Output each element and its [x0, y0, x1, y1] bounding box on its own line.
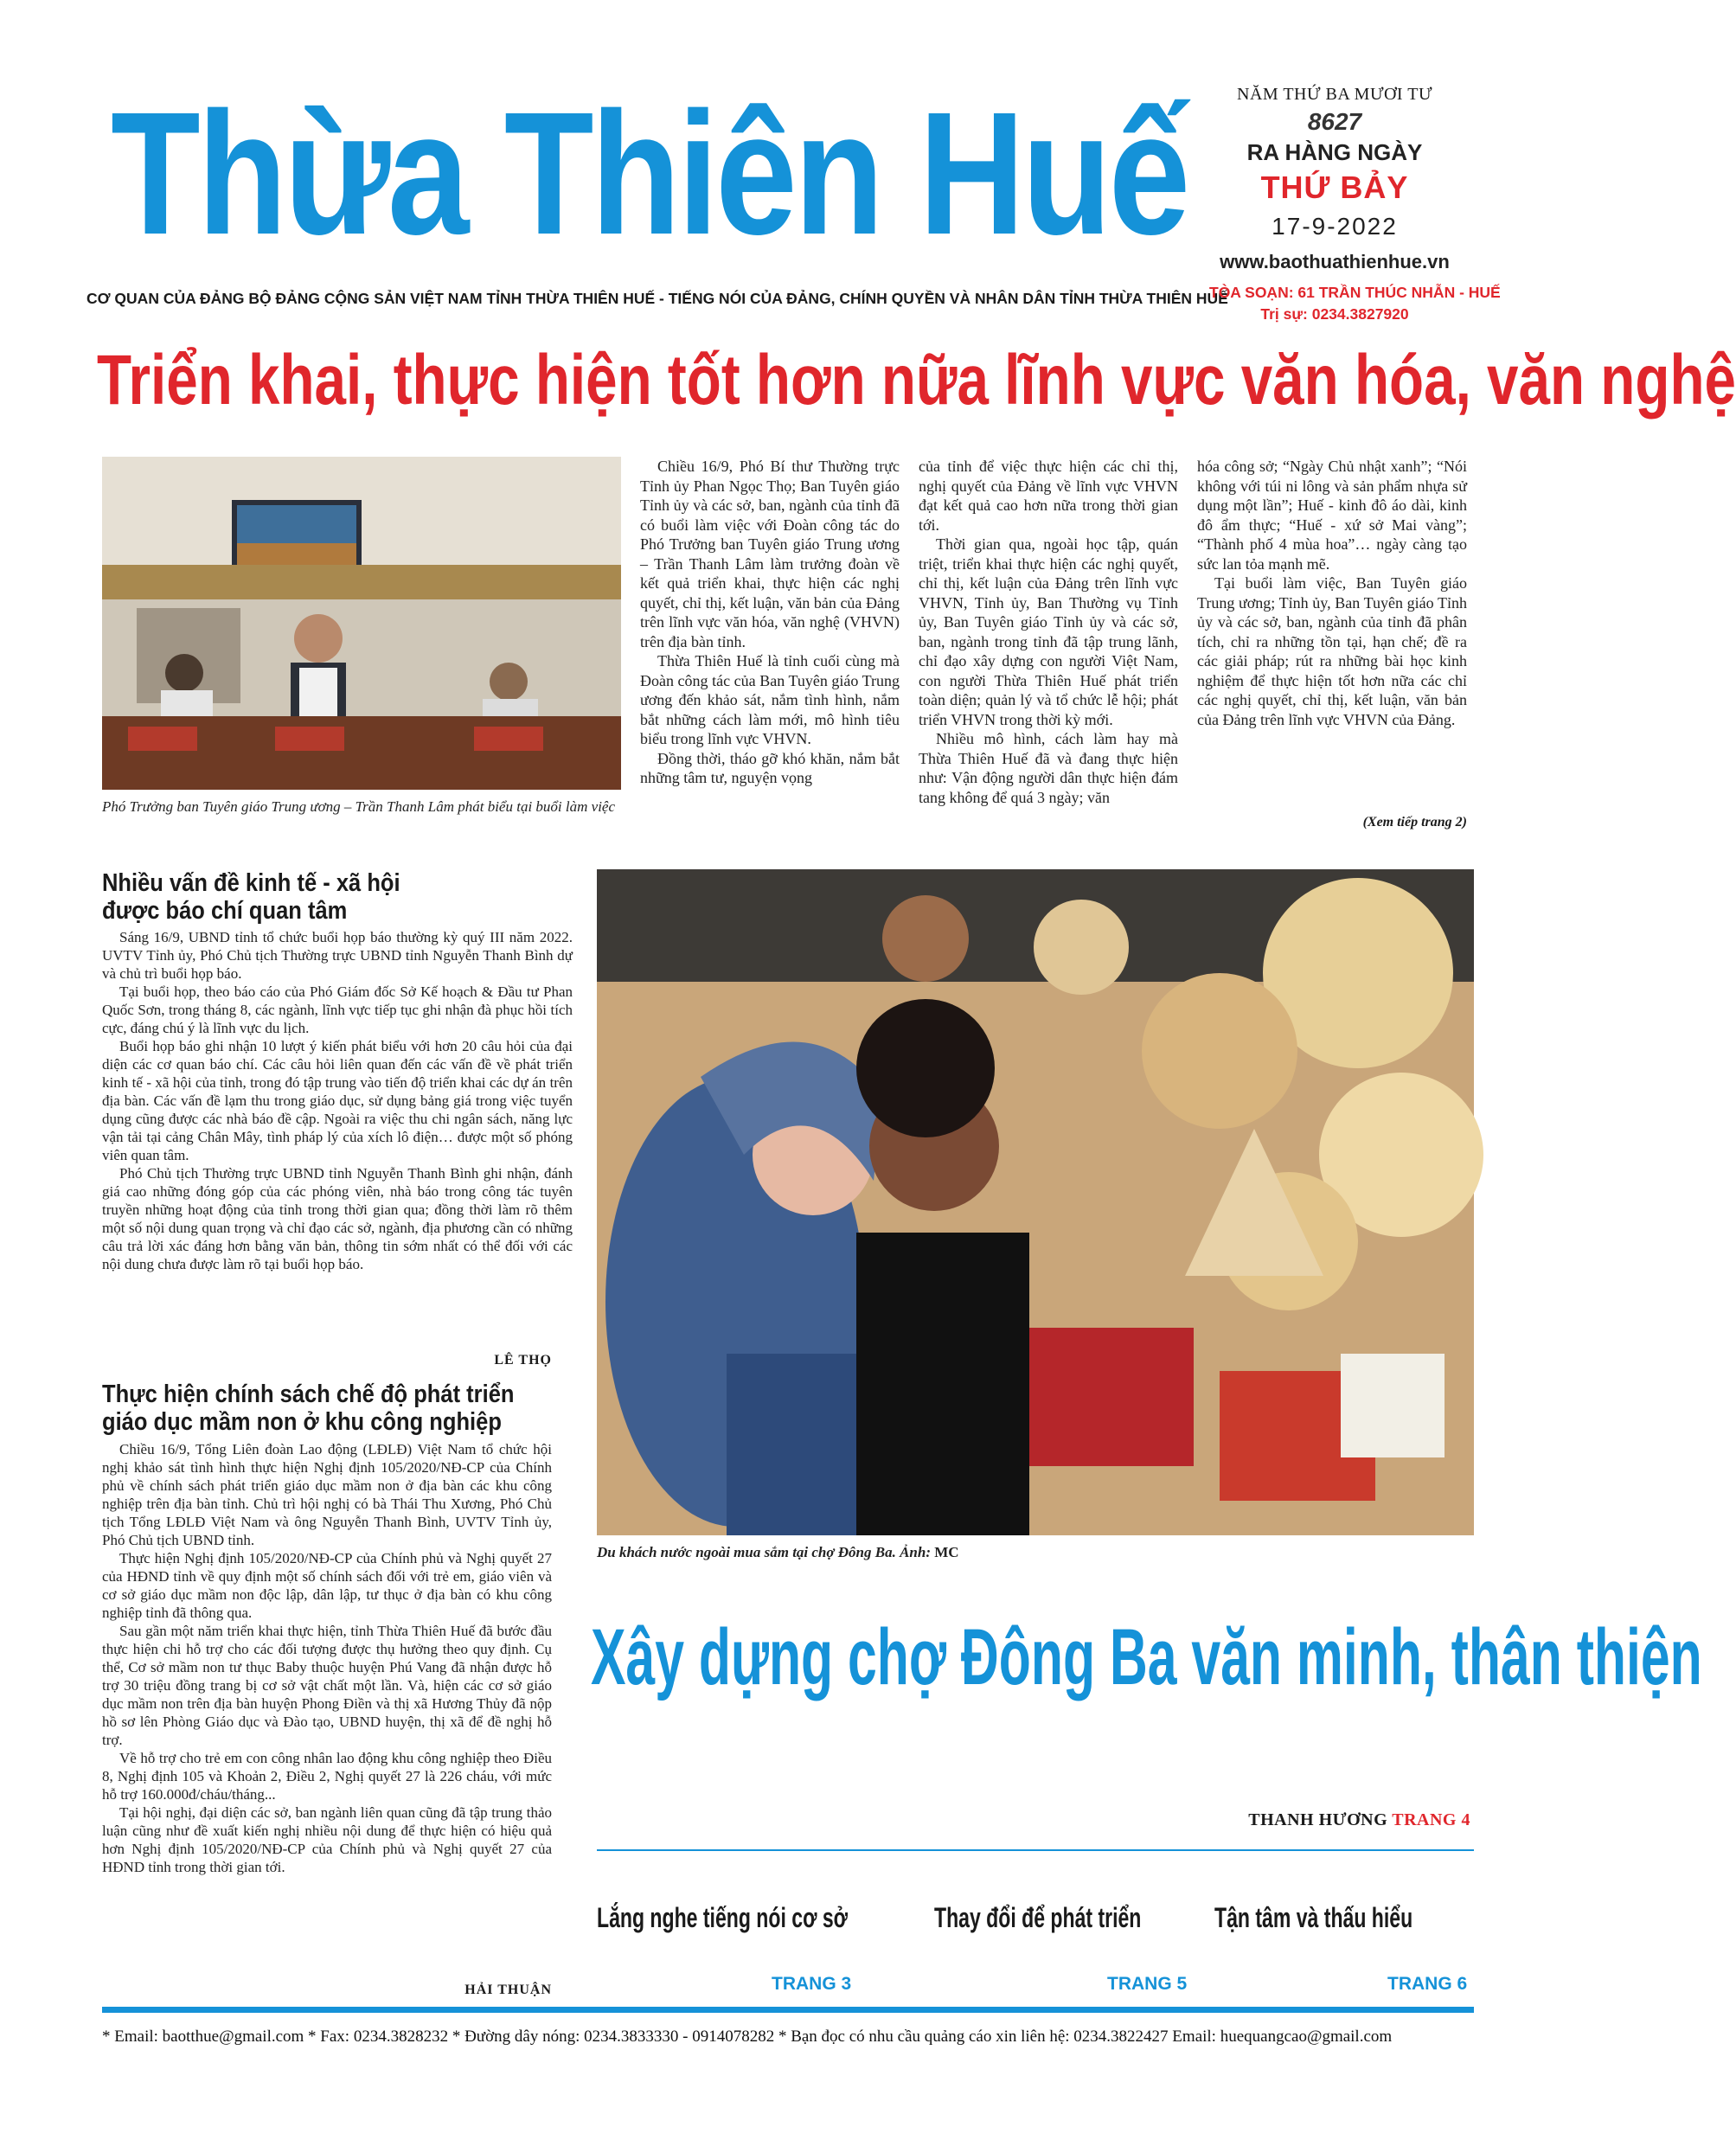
meeting-photo-caption: Phó Trưởng ban Tuyên giáo Trung ương – Trần Thanh Lâm phát biểu tại buổi làm việc: [102, 798, 616, 815]
section-divider: [597, 1849, 1474, 1851]
market-caption-text: Du khách nước ngoài mua sắm tại chợ Đông Ba. Ảnh:: [597, 1544, 931, 1560]
market-illustration: [597, 869, 1474, 1535]
paragraph: Sáng 16/9, UBND tỉnh tổ chức buổi họp báo thường kỳ quý III năm 2022. UVTV Tỉnh ủy, Phó Chủ tịch Thường trực UBND tỉnh Nguyễn Thanh Bình dự và chủ trì buổi họp báo.: [102, 929, 573, 982]
paragraph: Chiều 16/9, Phó Bí thư Thường trực Tỉnh ủy Phan Ngọc Thọ; Ban Tuyên giáo Tỉnh ủy và các sở, ban, ngành của tỉnh đã có buổi làm việc với Đoàn công tác do Phó Trưởng ban Tuyên giáo Trung ương – Trần Thanh Lâm làm trưởng đoàn về kết quả triển khai, thực hiện các nghị quyết, chỉ thị, kết luận, văn bản của Đảng trên lĩnh vực văn hóa, văn nghệ (VHVN) trên địa bàn tỉnh.: [640, 458, 900, 650]
meeting-photo: [102, 457, 621, 790]
website-link[interactable]: www.baothuathienhue.vn: [1220, 251, 1450, 272]
market-caption-credit: MC: [934, 1544, 959, 1560]
paragraph: Thời gian qua, ngoài học tập, quán triệt, triển khai thực hiện các nghị quyết, chỉ thị, kết luận của Đảng trên lĩnh vực VHVN, Tỉnh ủy, Ban Thường vụ Tỉnh ủy, Ban Tuyên giáo Tỉnh ủy và các sở, ban, ngành trong tỉnh đã tập trung lãnh, chỉ đạo xây dựng con người Việt Nam, con người Thừa Thiên Huế phát triển toàn diện; quản lý và tổ chức lễ hội; phát triển VHVN trong thời kỳ mới.: [919, 535, 1178, 728]
office-phone: Trị sự: 0234.3827920: [1260, 305, 1409, 323]
footer-contact: * Email: baotthue@gmail.com * Fax: 0234.3828232 * Đường dây nóng: 0234.3833330 - 0914078282 * Bạn đọc có nhu cầu quảng cáo xin liên hệ: 0234.3822427 Email: huequangcao@gmail.com: [102, 2027, 1393, 2046]
lead-headline: Triển khai, thực hiện tốt hơn nữa lĩnh vực văn hóa, văn nghệ: [97, 341, 1736, 420]
frequency: RA HÀNG NGÀY: [1246, 139, 1423, 165]
lead-column-1: [640, 457, 900, 788]
paragraph: Tại buổi họp, theo báo cáo của Phó Giám đốc Sở Kế hoạch & Đầu tư Phan Quốc Sơn, trong tháng 8, các ngành, lĩnh vực tiếp tục ghi nhận đà phục hồi tích cực, đáng chú ý là lĩnh vực du lịch.: [102, 983, 573, 1036]
meeting-illustration: [102, 457, 621, 790]
office-address: TÒA SOẠN: 61 TRẦN THÚC NHẪN - HUẾ: [1209, 284, 1501, 301]
promo-title-3[interactable]: Tận tâm và thấu hiểu: [1214, 1902, 1413, 1933]
paragraph: hóa công sở; “Ngày Chủ nhật xanh”; “Nói không với túi ni lông và sản phẩm nhựa sử dụng một lần”; Huế - kinh đô áo dài, kinh đô ẩm thực; “Huế - xứ sở Mai vàng”; “Thành phố 4 mùa hoa”… ngày càng tạo sức lan tỏa mạnh mẽ.: [1197, 458, 1467, 573]
market-page-ref[interactable]: TRANG 4: [1392, 1810, 1470, 1829]
promo-title-1[interactable]: Lắng nghe tiếng nói cơ sở: [597, 1902, 849, 1933]
press-headline-line2: được báo chí quan tâm: [102, 897, 348, 925]
paragraph: Đồng thời, tháo gỡ khó khăn, nắm bắt những tâm tư, nguyện vọng: [640, 749, 900, 786]
promo-page-1[interactable]: TRANG 3: [772, 1974, 852, 1994]
market-photo-caption: [597, 1543, 1474, 1562]
market-headline: Xây dựng chợ Đông Ba văn minh, thân thiện: [591, 1613, 1702, 1701]
press-byline: LÊ THỌ: [494, 1353, 552, 1368]
paragraph: Tại hội nghị, đại diện các sở, ban ngành liên quan cũng đã tập trung thảo luận cũng như đề xuất kiến nghị nhiều nội dung để thực hiện có hiệu quả hơn Nghị định 105/2020/NĐ-CP của Chính phủ và Nghị quyết 27 của HĐND tỉnh trong thời gian tới.: [102, 1804, 552, 1875]
market-photo: [597, 869, 1474, 1535]
masthead-title: Thừa Thiên Huế: [111, 75, 1188, 271]
press-headline: [102, 869, 559, 925]
press-headline-line1: Nhiều vấn đề kinh tế - xã hội: [102, 869, 400, 897]
paragraph: Chiều 16/9, Tổng Liên đoàn Lao động (LĐLĐ) Việt Nam tổ chức hội nghị khảo sát tình hình thực hiện Nghị định 105/2020/NĐ-CP của Chính phủ về chính sách phát triển giáo dục mầm non ở địa bàn các khu công nghiệp trên địa bàn tỉnh. Chủ trì hội nghị có bà Thái Thu Xương, Phó Chủ tịch Tổng LĐLĐ Việt Nam và ông Nguyễn Thanh Bình, UVTV Tỉnh ủy, Phó Chủ tịch UBND tỉnh.: [102, 1441, 552, 1548]
weekday: THỨ BẢY: [1260, 170, 1409, 205]
continued-note[interactable]: (Xem tiếp trang 2): [1362, 815, 1467, 830]
issue-date: 17-9-2022: [1272, 213, 1398, 240]
paragraph: Tại buổi làm việc, Ban Tuyên giáo Trung ương; Tỉnh ủy, Ban Tuyên giáo Tỉnh ủy và các sở, ban, ngành của tỉnh đã phân tích, chỉ ra những tồn tại, hạn chế; đề ra các giải pháp; rút ra những bài học kinh nghiệm để thực hiện tốt hơn nữa các chỉ các nghị quyết, chỉ thị, kết luận, văn bản của Đảng trên lĩnh vực VHVN của Đảng.: [1197, 574, 1467, 728]
paragraph: Phó Chủ tịch Thường trực UBND tỉnh Nguyễn Thanh Bình ghi nhận, đánh giá cao những đóng góp của các phóng viên, nhà báo trong công tác tuyên truyền những hoạt động của tỉnh trong thời gian qua; đồng thời làm rõ thêm một số nội dung quan trọng và chỉ đạo các sở, ngành, địa phương cần có những câu trả lời xác đáng hơn bằng văn bản, thông tin sớm nhất có thể đối với các nội dung chưa được làm rõ tại buổi họp báo.: [102, 1165, 573, 1272]
promo-page-2[interactable]: TRANG 5: [1107, 1974, 1188, 1994]
market-author: THANH HƯƠNG: [1248, 1810, 1388, 1829]
paragraph: Thừa Thiên Huế là tỉnh cuối cùng mà Đoàn công tác của Ban Tuyên giáo Trung ương đến khảo sát, nắm tình hình, nắm bắt những cách làm mới, mô hình tiêu biểu trong lĩnh vực VHVN.: [640, 652, 900, 747]
tagline: CƠ QUAN CỦA ĐẢNG BỘ ĐẢNG CỘNG SẢN VIỆT NAM TỈNH THỪA THIÊN HUẾ - TIẾNG NÓI CỦA ĐẢNG, CHÍNH QUYỀN VÀ NHÂN DÂN TỈNH THỪA THIÊN HUẾ: [86, 290, 1228, 307]
market-reference: [1021, 1810, 1470, 1830]
preschool-byline: HẢI THUẬN: [464, 1983, 552, 1997]
issue-number: 8627: [1307, 108, 1362, 135]
paragraph: Sau gần một năm triển khai thực hiện, tỉnh Thừa Thiên Huế đã bước đầu thực hiện chi hỗ trợ cho các đối tượng được thụ hưởng theo quy định. Cụ thể, Cơ sở mầm non tư thục Baby thuộc huyện Phú Vang đã nhận được hỗ trợ 30 triệu đồng trang bị cơ sở vật chất một lần. Và, hiện các cơ sở giáo dục mầm non trên địa bàn huyện Phong Điền và thị xã Hương Thủy đã nộp hồ sơ lên Phòng Giáo dục và Đào tạo, UBND huyện, thị xã để đề nghị hỗ trợ.: [102, 1623, 552, 1748]
paragraph: Buổi họp báo ghi nhận 10 lượt ý kiến phát biểu với hơn 20 câu hỏi của đại diện các cơ quan báo chí. Các câu hỏi liên quan đến các vấn đề về phát triển kinh tế - xã hội của tỉnh, trong đó tập trung vào tiến độ triển khai các dự án trên địa bàn. Các vấn đề lạm thu trong giáo dục, sử dụng bảng giá trong việc tuyển dụng cũng được các nhà báo đề cập. Ngoài ra việc thu chi ngân sách, năng lực vận tải tại cảng Chân Mây, tình pháp lý của xích lô điện… được một số phóng viên quan tâm.: [102, 1038, 573, 1163]
press-body: [102, 928, 573, 1273]
preschool-body: [102, 1440, 552, 1876]
paragraph: của tỉnh để việc thực hiện các chỉ thị, nghị quyết của Đảng về lĩnh vực VHVN đạt kết quả cao hơn nữa trong thời gian tới.: [919, 458, 1178, 534]
lead-column-2: [919, 457, 1178, 807]
year-line: NĂM THỨ BA MƯƠI TƯ: [1237, 85, 1432, 104]
promo-page-3[interactable]: TRANG 6: [1387, 1974, 1468, 1994]
paragraph: Thực hiện Nghị định 105/2020/NĐ-CP của Chính phủ và Nghị quyết 27 của HĐND tỉnh về quy định một số chính sách đối với trẻ em, giáo viên và cơ sở giáo dục mầm non độc lập, dân lập, tư thục ở địa bàn có khu công nghiệp tỉnh đã thông qua.: [102, 1550, 552, 1621]
footer-rule: [102, 2007, 1474, 2013]
promo-title-2[interactable]: Thay đổi để phát triển: [934, 1902, 1142, 1933]
paragraph: Nhiều mô hình, cách làm hay mà Thừa Thiên Huế đã và đang thực hiện như: Vận động người dân thực hiện đám tang không để quá 3 ngày; văn: [919, 730, 1178, 806]
lead-column-3: [1197, 457, 1467, 729]
preschool-headline-line1: Thực hiện chính sách chế độ phát triển: [102, 1380, 515, 1408]
preschool-headline: [102, 1380, 559, 1436]
issue-info: [1209, 80, 1460, 273]
paragraph: Về hỗ trợ cho trẻ em con công nhân lao động khu công nghiệp theo Điều 8, Nghị định 105 và Khoản 2, Điều 2, Nghị quyết 27 là 226 cháu, với mức hỗ trợ 160.000đ/cháu/tháng...: [102, 1750, 552, 1803]
office-info: [1209, 284, 1501, 324]
preschool-headline-line2: giáo dục mầm non ở khu công nghiệp: [102, 1408, 502, 1436]
